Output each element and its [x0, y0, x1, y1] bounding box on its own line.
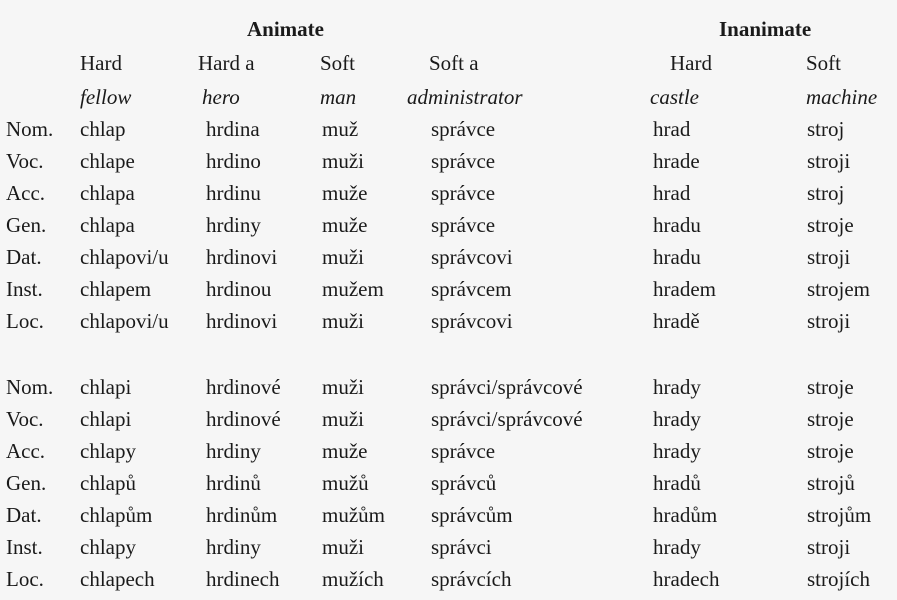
table-cell: správce — [431, 439, 496, 463]
table-cell: muži — [322, 309, 364, 333]
case-label: Dat. — [6, 245, 42, 269]
table-cell: stroji — [807, 149, 851, 173]
case-label: Acc. — [6, 439, 46, 463]
table-cell: chlapovi/u — [80, 245, 169, 269]
table-cell: hrdinové — [206, 407, 281, 431]
table-cell: hrdinové — [206, 375, 281, 399]
table-cell: správci/správcové — [431, 375, 583, 399]
table-cell: hrdino — [206, 149, 261, 173]
table-cell: hrdinu — [206, 181, 261, 205]
column-gloss: hero — [202, 85, 240, 109]
table-cell: muži — [322, 245, 364, 269]
table-cell: muže — [322, 213, 368, 237]
table-cell: chlapy — [80, 439, 136, 463]
table-cell: hrdinům — [206, 503, 278, 527]
column-type-header: Hard — [80, 51, 122, 75]
table-cell: hrdiny — [206, 213, 261, 237]
table-cell: muži — [322, 407, 364, 431]
table-cell: strojích — [807, 567, 870, 591]
table-cell: hradech — [653, 567, 720, 591]
table-cell: správce — [431, 181, 496, 205]
table-cell: chlapům — [80, 503, 153, 527]
table-cell: chlapa — [80, 213, 135, 237]
column-gloss: administrator — [407, 85, 523, 109]
table-cell: stroje — [807, 375, 854, 399]
table-cell: muži — [322, 149, 364, 173]
case-label: Nom. — [6, 375, 54, 399]
table-cell: hrdiny — [206, 535, 261, 559]
case-label: Nom. — [6, 117, 54, 141]
table-cell: hrady — [653, 535, 701, 559]
column-type-header: Hard a — [198, 51, 255, 75]
group-heading-animate: Animate — [247, 17, 324, 41]
table-cell: chlapů — [80, 471, 136, 495]
table-cell: strojům — [807, 503, 872, 527]
table-cell: muži — [322, 535, 364, 559]
table-cell: mužů — [322, 471, 369, 495]
table-cell: stroj — [807, 117, 845, 141]
column-type-header: Soft — [806, 51, 842, 75]
table-cell: hrady — [653, 407, 701, 431]
table-cell: chlape — [80, 149, 135, 173]
column-type-header: Soft a — [429, 51, 479, 75]
column-type-header: Hard — [670, 51, 712, 75]
table-cell: mužích — [322, 567, 384, 591]
table-cell: hrad — [653, 181, 691, 205]
table-cell: stroji — [807, 309, 851, 333]
column-type-header: Soft — [320, 51, 356, 75]
table-cell: stroje — [807, 407, 854, 431]
table-cell: hradům — [653, 503, 718, 527]
table-cell: správcovi — [431, 309, 513, 333]
table-cell: správcích — [431, 567, 512, 591]
case-label: Inst. — [6, 277, 43, 301]
table-cell: stroje — [807, 439, 854, 463]
table-cell: hrad — [653, 117, 691, 141]
table-cell: hrade — [653, 149, 700, 173]
table-cell: správci/správcové — [431, 407, 583, 431]
case-label: Loc. — [6, 309, 44, 333]
table-cell: hrdinů — [206, 471, 261, 495]
table-cell: hrdina — [206, 117, 260, 141]
table-cell: správci — [431, 535, 492, 559]
table-cell: hrdiny — [206, 439, 261, 463]
table-cell: muže — [322, 181, 368, 205]
table-cell: hradu — [653, 245, 701, 269]
table-cell: mužům — [322, 503, 385, 527]
table-cell: strojů — [807, 471, 855, 495]
table-cell: stroji — [807, 245, 851, 269]
table-cell: hradů — [653, 471, 701, 495]
table-cell: chlapi — [80, 407, 132, 431]
column-gloss: man — [320, 85, 357, 109]
table-cell: hradě — [653, 309, 700, 333]
table-cell: hrdinovi — [206, 309, 278, 333]
table-cell: muže — [322, 439, 368, 463]
case-label: Acc. — [6, 181, 46, 205]
case-label: Gen. — [6, 471, 47, 495]
table-cell: správce — [431, 117, 496, 141]
table-cell: hradu — [653, 213, 701, 237]
table-cell: hrady — [653, 439, 701, 463]
table-cell: muž — [322, 117, 359, 141]
case-label: Voc. — [6, 407, 44, 431]
table-cell: chlapi — [80, 375, 132, 399]
table-cell: hrdinovi — [206, 245, 278, 269]
case-label: Voc. — [6, 149, 44, 173]
table-cell: chlapy — [80, 535, 136, 559]
table-cell: hrdinech — [206, 567, 280, 591]
table-cell: muži — [322, 375, 364, 399]
column-gloss: fellow — [80, 85, 132, 109]
table-cell: správců — [431, 471, 497, 495]
table-cell: chlap — [80, 117, 126, 141]
table-cell: stroji — [807, 535, 851, 559]
table-cell: hradem — [653, 277, 716, 301]
table-cell: stroje — [807, 213, 854, 237]
table-cell: stroj — [807, 181, 845, 205]
table-cell: správce — [431, 213, 496, 237]
case-label: Inst. — [6, 535, 43, 559]
table-cell: chlapech — [80, 567, 155, 591]
table-cell: správcem — [431, 277, 512, 301]
table-cell: chlapem — [80, 277, 152, 301]
column-gloss: castle — [650, 85, 699, 109]
table-cell: správcům — [431, 503, 513, 527]
table-cell: strojem — [807, 277, 870, 301]
table-cell: správcovi — [431, 245, 513, 269]
case-label: Dat. — [6, 503, 42, 527]
table-cell: chlapa — [80, 181, 135, 205]
column-gloss: machine — [806, 85, 878, 109]
table-cell: chlapovi/u — [80, 309, 169, 333]
group-heading-inanimate: Inanimate — [719, 17, 812, 41]
table-cell: hrdinou — [206, 277, 272, 301]
case-label: Gen. — [6, 213, 47, 237]
case-label: Loc. — [6, 567, 44, 591]
table-cell: mužem — [322, 277, 384, 301]
table-cell: správce — [431, 149, 496, 173]
table-cell: hrady — [653, 375, 701, 399]
